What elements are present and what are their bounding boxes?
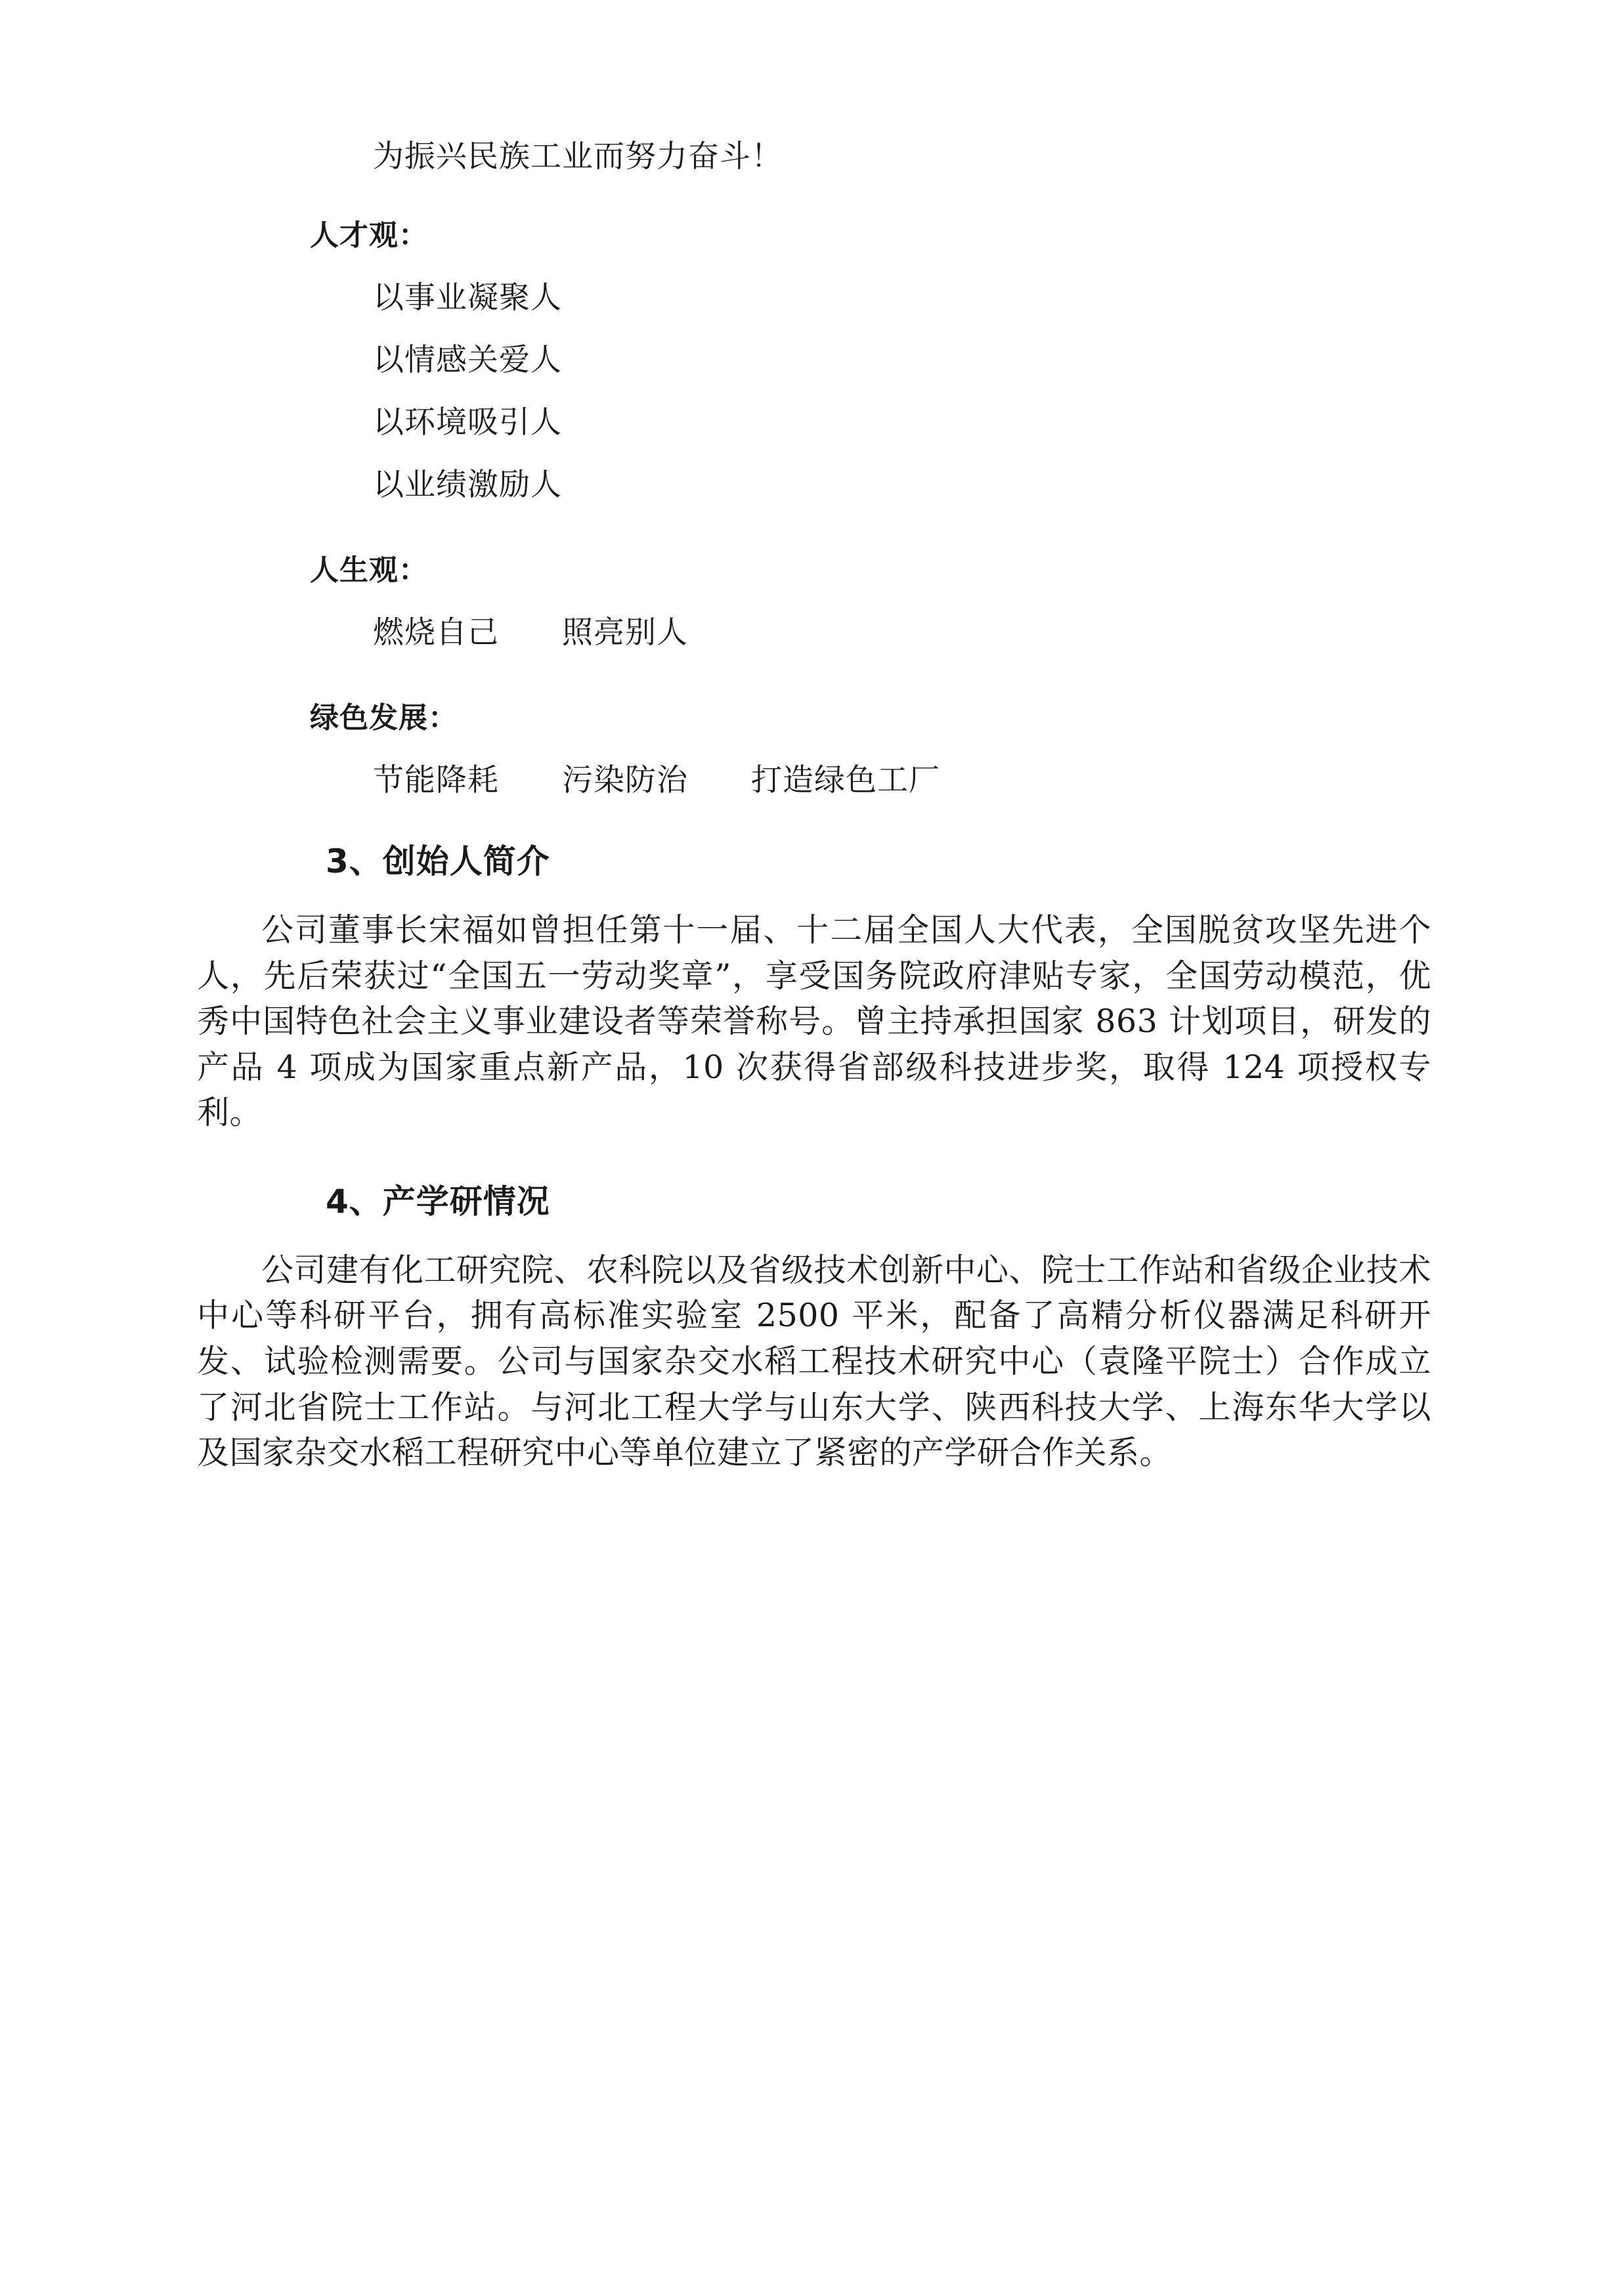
spacer xyxy=(197,532,1431,546)
value-item: 节能降耗 污染防治 打造绿色工厂 xyxy=(373,762,940,798)
subsection-label-green: 绿色发展： xyxy=(310,701,458,735)
value-item: 以情感关爱人 xyxy=(373,342,562,378)
document-content xyxy=(197,141,1431,1488)
section-heading-research: 4、产学研情况 xyxy=(326,1182,550,1221)
section-paragraph-founder: 公司董事长宋福如曾担任第十一届、十二届全国人大代表，全国脱贫攻坚先进个人，先后荣获过“全国五一劳动奖章”，享受国务院政府津贴专家，全国劳动模范，优秀中国特色社会主义事业建设者等荣誉称号。曾主持承担国家 863 计划项目，研发的产品 4 项成为国家重点新产品，10 次获得省部级科技进步奖，取得 124 项授权专利。 xyxy=(197,911,1431,1132)
subsection-label-life: 人生观： xyxy=(310,553,428,587)
intro-line: 为振兴民族工业而努力奋斗！ xyxy=(373,139,783,175)
value-item: 以事业凝聚人 xyxy=(373,280,562,316)
value-item: 以环境吸引人 xyxy=(373,404,562,441)
value-item: 以业绩激励人 xyxy=(373,467,562,503)
section-paragraph-research: 公司建有化工研究院、农科院以及省级技术创新中心、院士工作站和省级企业技术中心等科研平台，拥有高标准实验室 2500 平米，配备了高精分析仪器满足科研开发、试验检测需要。公司与国家杂交水稻工程技术研究中心（袁隆平院士）合作成立了河北省院士工作站。与河北工程大学与山东大学、陕西科技大学、上海东华大学以及国家杂交水稻工程研究中心等单位建立了紧密的产学研合作关系。 xyxy=(197,1251,1432,1472)
subsection-label-talent: 人才观： xyxy=(310,219,428,252)
spacer xyxy=(197,680,1431,694)
value-item: 燃烧自己 照亮别人 xyxy=(373,615,688,651)
section-heading-founder: 3、创始人简介 xyxy=(326,842,550,880)
